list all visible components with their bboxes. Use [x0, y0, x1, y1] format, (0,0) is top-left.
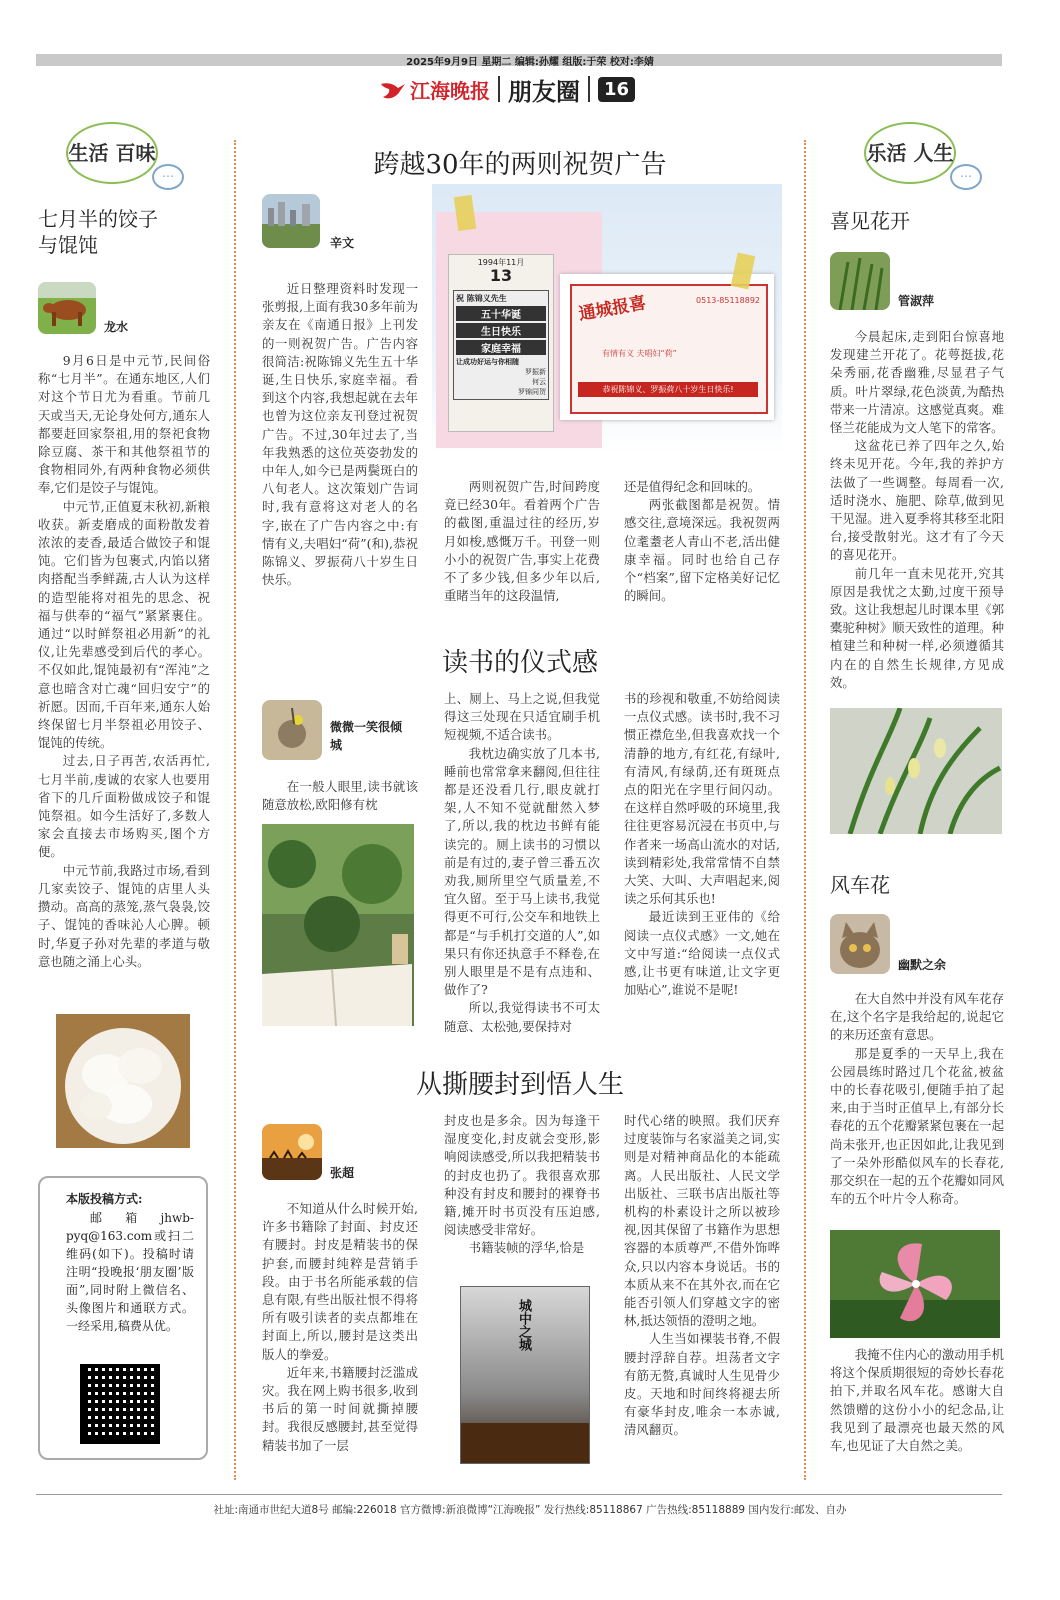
- right-article2-body: [830, 990, 1004, 1208]
- submission-title: 本版投稿方式:: [66, 1192, 143, 1206]
- column-divider-right: [804, 140, 806, 1480]
- paragraph: 在大自然中并没有风车花存在,这个名字是我给起的,说起它的来历还蛮有意思。: [830, 991, 1004, 1043]
- paragraph: 中元节前,我路过市场,看到几家卖饺子、馄饨的店里人头攒动。高高的蒸笼,蒸气袅袅,饺子、馄饨的香味沁人心脾。顿时,华夏子孙对先辈的孝道与敬意也随之涌上心头。: [38, 862, 210, 969]
- article2-col2: [444, 690, 600, 1036]
- paragraph: 两则祝贺广告,时间跨度竟已经30年。看着两个广告的截图,重温过往的经历,岁月如梭,感慨万千。刊登一则小小的祝贺广告,事实上花费不了多少钱,但多少年以后,重睹当年的这段温情,: [444, 479, 600, 604]
- book-cover-band: [461, 1423, 589, 1463]
- author-avatar-cat: [830, 914, 890, 974]
- paragraph: 近日整理资料时发现一张剪报,上面有我30多年前为亲友在《南通日报》上刊发的一则祝贺广告。广告内容很简洁:祝陈锦义先生五十华诞,生日快乐,家庭幸福。看到这个内容,我想起就在去年也曾为这位亲友刊登过祝贺广告。不过,30年过去了,当年我熟悉的这位英姿勃发的中年人,如今已是两鬓斑白的八旬老人。这次策划广告词时,我有意将这对老人的名字,嵌在了广告内容之中:有情有义,夫唱妇“荷”(和),恭祝陈锦义、罗振荷八十岁生日快乐。: [262, 281, 419, 588]
- masthead: [380, 72, 635, 106]
- paragraph: 今晨起床,走到阳台惊喜地发现建兰开花了。花萼挺拔,花朵秀丽,花香幽雅,尽显君子气质。叶片翠绿,花色淡黄,为酷热带来一片清凉。这感觉真爽。难怪兰花能成为文人笔下的常客。: [830, 329, 1004, 436]
- dateline: 2025年9月9日 星期二 编辑:孙耀 组版:于荣 校对:李婧: [406, 57, 654, 68]
- masthead-divider: [498, 76, 500, 102]
- author-avatar-city: [262, 194, 320, 248]
- left-article-author: 龙水: [104, 320, 129, 334]
- article1-author: 辛文: [330, 236, 355, 250]
- paragraph: 时代心绪的映照。我们厌弃过度装饰与名家溢美之词,实则是对精神商品化的本能疏离。人民出版社、人民文学出版社、三联书店出版社等机构的朴素设计之所以被珍视,因其保留了书籍作为思想容器的本质尊严,不借外饰哗众,只以内容本身说话。书的本质从来不在其外衣,而在它能否引领人们穿越文字的密林,抵达领悟的澄明之地。: [624, 1113, 780, 1329]
- paragraph: 最近读到王亚伟的《给阅读一点仪式感》一文,她在文中写道:“给阅读一点仪式感,让书更有味道,让文字更加贴心”,谁说不是呢!: [624, 909, 780, 998]
- reading-photo: [262, 824, 414, 1026]
- right-article2-title: 风车花: [830, 873, 890, 897]
- clip1-date: 1994年11月: [477, 258, 525, 267]
- bird-logo-icon: [380, 78, 406, 100]
- paragraph: 所以,我觉得读书不可太随意、太松弛,要保持对: [444, 1000, 600, 1034]
- clip1-line: 五十华诞: [456, 306, 546, 321]
- paragraph: 前几年一直未见花开,究其原因是我忧之太勤,过度干预导致。这让我想起儿时课本里《郭橐驼种树》顺天致性的道理。种植建兰和种树一样,必须遵循其内在的自然生长规律,方见成效。: [830, 565, 1004, 690]
- paragraph: 不知道从什么时候开始,许多书籍除了封面、封皮还有腰封。封皮是精装书的保护套,而腰封纯粹是营销手段。由于书名所能承载的信息有限,有些出版社恨不得将所有吸引读者的卖点都堆在封面上,所以,腰封是这类出版人的拳爱。: [262, 1201, 418, 1362]
- book-cover-photo: [460, 1286, 590, 1464]
- article2-title: 读书的仪式感: [441, 648, 598, 678]
- paragraph: 这盆花已养了四年之久,始终未见开花。今年,我的养护方法做了一些调整。每周看一次,适时浇水、施肥、除草,做到见干见湿。进入夏季将其移至北阳台,接受散射光。这才有了今天的喜见花开。: [830, 438, 1004, 563]
- dumplings-photo: [56, 1014, 190, 1148]
- article3-author: 张超: [330, 1166, 355, 1180]
- paragraph: 人生当如裸装书脊,不假腰封浮辞自荐。坦荡者文字有筋无赘,真诚时人生见骨少皮。天地和时间终将褪去所有豪华封皮,唯余一本赤诚,清风翻页。: [624, 1331, 780, 1438]
- author-avatar-cow: [38, 282, 96, 334]
- clip1-day: 13: [489, 266, 513, 285]
- column-bubble-left: 生活 百味: [66, 122, 158, 184]
- paragraph: 在一般人眼里,读书就该随意放松,欧阳修有枕: [262, 779, 418, 813]
- clip1-line: 家庭幸福: [456, 340, 546, 355]
- paragraph: 9月6日是中元节,民间俗称“七月半”。在通东地区,人们对这个节日尤为看重。节前几天或当天,无论身处何方,通东人都要赶回家祭祖,用的祭祀食物除豆腐、茶干和其他祭祖节的食物相同外,有两种食物必须供奉,它们是饺子与馄饨。: [38, 353, 210, 496]
- clip2-stamp: 通城报喜: [577, 293, 648, 325]
- masthead-divider-2: [588, 76, 590, 102]
- left-article-body: [38, 352, 210, 971]
- column-bubble-right: 乐活 人生: [864, 122, 956, 184]
- article1-title: 跨越30年的两则祝贺广告: [373, 150, 667, 180]
- paragraph: 过去,日子再苦,农活再忙,七月半前,虔诚的农家人也要用省下的几斤面粉做成饺子和馄饨祭祖。如今生活好了,多数人家会直接去市场购买,图个方便。: [38, 753, 210, 860]
- author-avatar-grass: [830, 252, 890, 310]
- right-article1-body: [830, 328, 1004, 692]
- article2-col1: [262, 778, 418, 814]
- footer-info: 社址:南通市世纪大道8号 邮编:226018 官方微博:新浪微博“江海晚报” 发行热线:85118867 广告热线:85118889 国内发行:邮发、自办: [213, 1504, 847, 1516]
- newspaper-name: 江海晚报: [410, 78, 490, 103]
- clip1-name: 罗振新: [525, 368, 546, 376]
- footer-rule: [36, 1494, 1002, 1495]
- right-article1-author: 管淑萍: [898, 294, 935, 308]
- article2-col3: [624, 690, 780, 999]
- paragraph: 近年来,书籍腰封泛滥成灾。我在网上购书很多,收到书后的第一时间就撕掉腰封。我很反感腰封,甚至觉得精装书加了一层: [262, 1364, 418, 1453]
- article3-col2: [444, 1112, 600, 1258]
- article1-col3: [624, 478, 780, 605]
- clip2-text: 有情有义 夫唱妇“荷”: [602, 349, 677, 358]
- clip1-line: 祝 陈锦义先生: [456, 294, 507, 303]
- clip1-line: 让成功好运与你相随: [456, 358, 519, 366]
- clip2-phone: 0513-85118892: [696, 296, 760, 305]
- left-article-title: 七月半的饺子与馄饨: [38, 207, 158, 257]
- article3-title: 从撕腰封到悟人生: [415, 1070, 624, 1100]
- right-article1-title: 喜见花开: [830, 209, 910, 233]
- paragraph: 我掩不住内心的激动用手机将这个保质期很短的奇妙长春花拍下,并取名风车花。感谢大自然馈赠的这份小小的纪念品,让我见到了最漂亮也最天然的风车,也见证了大自然之美。: [830, 1347, 1004, 1454]
- speech-dots-icon: …: [950, 164, 982, 190]
- author-avatar-desert: [262, 1124, 322, 1180]
- column-divider-left: [234, 140, 236, 1480]
- book-title: 城中之城: [516, 1299, 531, 1351]
- clip1-name: 何云: [532, 378, 546, 386]
- paragraph: 书籍装帧的浮华,恰是: [468, 1240, 585, 1256]
- paragraph: 封皮也是多余。因为每逢干湿度变化,封皮就会变形,影响阅读感受,所以我把精装书的封皮也扔了。我很喜欢那种没有封皮和腰封的裸脊书籍,摊开时书页没有压迫感,阅读感受非常好。: [444, 1113, 600, 1238]
- clip2-banner: 恭祝陈锦义、罗振荷八十岁生日快乐!: [578, 382, 758, 397]
- clip1-name: 罗锦同贺: [518, 388, 546, 396]
- paragraph: 那是夏季的一天早上,我在公园晨练时路过几个花盆,被盆中的长春花吸引,便随手拍了起来,由于当时正值早上,有部分长春花的五个花瓣紧紧包裹在一起尚未张开,也正因如此,让我见到了一朵外形酷似风车的长春花,那交织在一起的五个花瓣如同风车的五个叶片令人称奇。: [830, 1045, 1004, 1207]
- article3-col3: [624, 1112, 780, 1440]
- paragraph: 两张截图都是祝贺。情感交往,意境深远。我祝贺两位耄耋老人青山不老,活出健康幸福。同时也给自己存个“档案”,留下定格美好记忆的瞬间。: [624, 497, 780, 604]
- page-number: 16: [598, 77, 635, 102]
- newspaper-logo: [380, 75, 490, 104]
- paragraph: 还是值得纪念和回味的。: [624, 479, 761, 494]
- periwinkle-photo: [830, 1230, 1000, 1338]
- paragraph: 中元节,正值夏末秋初,新粮收获。新麦磨成的面粉散发着浓浓的麦香,最适合做饺子和馄饨。它们皆为包裹式,内馅以猪肉搭配当季鲜蔬,古人认为这样的造型能将对祖先的思念、祝福与供奉的“福气”紧紧裹住。通过“以时鲜祭祖必用新”的礼仪,让先辈感受到后代的孝心。不仅如此,馄饨最初有“浑沌”之意也暗含对亡魂“回归安宁”的祈愿。因而,千百年来,通东人始终保留七月半祭祖必用饺子、馄饨的传统。: [38, 498, 210, 751]
- submission-body: 邮箱jhwb-pyq@163.com或扫二维码(如下)。投稿时请注明“投晚报‘朋友圈’版面”,同时附上微信名、头像图片和通联方式。一经采用,稿费从优。: [66, 1211, 194, 1333]
- article2-author: 微微一笑很倾城: [330, 720, 403, 752]
- paragraph: 书的珍视和敬重,不妨给阅读一点仪式感。读书时,我不习惯正襟危坐,但我喜欢找一个清静的地方,有红花,有绿叶,有清风,有绿荫,还有斑斑点点的阳光在字里行间闪动。在这样自然呼吸的环境里,我往往更容易沉浸在书页中,与作者来一场高山流水的对话,读到精彩处,我常常情不自禁大笑、大叫、大声唱起来,阅读之乐何其乐也!: [624, 691, 780, 907]
- section-title: 朋友圈: [508, 76, 580, 106]
- paragraph: 上、厕上、马上之说,但我觉得这三处现在只适宜刷手机短视频,不适合读书。: [444, 691, 600, 743]
- article1-col2: [444, 478, 600, 605]
- author-avatar-bird: [262, 700, 322, 760]
- clip1-newspaper-ad: [448, 254, 554, 432]
- clip2-ad: [570, 284, 768, 414]
- clip1-line: 生日快乐: [456, 323, 546, 338]
- paragraph: 我枕边确实放了几本书,睡前也常常拿来翻阅,但往往都是还没看几行,眼皮就打架,人不知不觉就酣然入梦了,所以,我的枕边书鲜有能读完的。厕上读书的习惯以前是有过的,妻子曾三番五次劝我,厕所里空气质量差,不宜久留。至于马上读书,我觉得更不可行,公交车和地铁上都是“与手机打交道的人”,如果只有你还执意手不释卷,在别人眼里是不是有点违和、做作了?: [444, 745, 600, 998]
- article3-col1: [262, 1200, 418, 1455]
- speech-dots-icon: …: [152, 164, 184, 190]
- article1-col1: [262, 280, 418, 589]
- right-article2-body-end: [830, 1346, 1004, 1455]
- orchid-photo: [830, 708, 1002, 834]
- right-article2-author: 幽默之余: [898, 958, 947, 972]
- qr-code[interactable]: [80, 1364, 160, 1444]
